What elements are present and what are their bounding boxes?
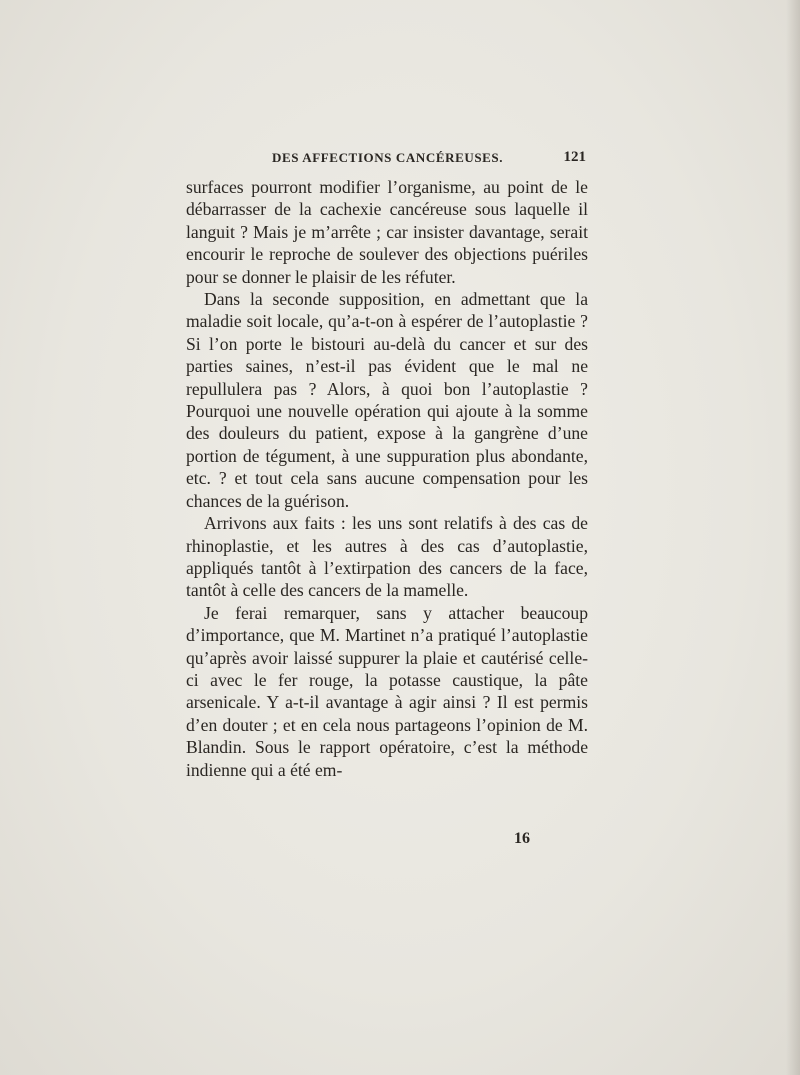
page-number: 121 (563, 149, 586, 165)
body-text (186, 176, 588, 781)
page-edge-shadow (786, 0, 800, 1075)
page-header (186, 150, 588, 172)
paragraph-1: surfaces pourront modifier l’organisme, au point de le débarrasser de la cachexie cancéreuse sous laquelle il languit ? Mais je m’arrête ; car insister davantage, serait encourir le reproche de soulever des objections puériles pour se donner le plaisir de les réfuter. (186, 177, 588, 287)
paragraph-3: Arrivons aux faits : les uns sont relatifs à des cas de rhinoplastie, et les autres à des cas d’autoplastie, appliqués tantôt à l’extirpation des cancers de la face, tantôt à celle des cancers de la mamelle. (186, 513, 588, 601)
paragraph-4: Je ferai remarquer, sans y attacher beaucoup d’importance, que M. Martinet n’a pratiqué l’autoplastie qu’après avoir laissé suppurer la plaie et cautérisé celle-ci avec le fer rouge, la potasse caustique, la pâte arsenicale. Y a-t-il avantage à agir ainsi ? Il est permis d’en douter ; et en cela nous partageons l’opinion de M. Blandin. Sous le rapport opératoire, c’est la méthode indienne qui a été em- (186, 602, 588, 780)
signature-mark: 16 (514, 830, 530, 847)
paragraph-2: Dans la seconde supposition, en admettant que la maladie soit locale, qu’a-t-on à espérer de l’autoplastie ? Si l’on porte le bistouri au-delà du cancer et sur des parties saines, n’est-il pas évident que le mal ne repullulera pas ? Alors, à quoi bon l’autoplastie ? Pourquoi une nouvelle opération qui ajoute à la somme des douleurs du patient, expose à la gangrène d’une portion de tégument, à une suppuration plus abondante, etc. ? et tout cela sans aucune compensation pour les chances de la guérison. (186, 289, 588, 511)
running-head: DES AFFECTIONS CANCÉREUSES. (272, 150, 504, 165)
